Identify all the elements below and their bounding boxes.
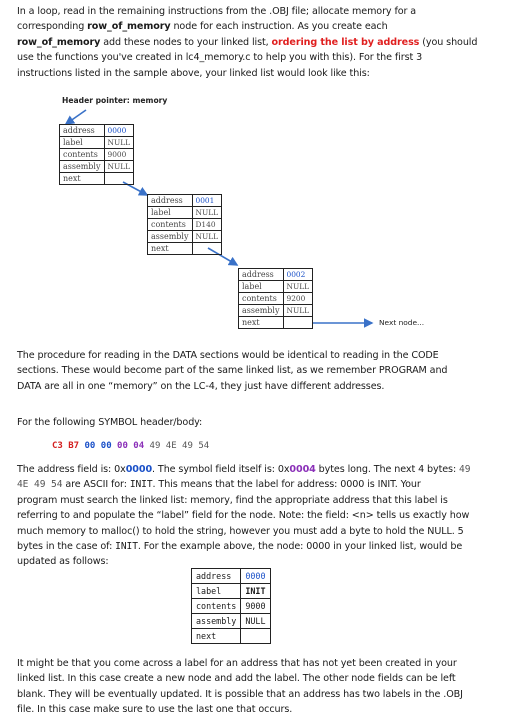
updated-node-0000: address 0000 label INIT contents 9000 assembly NULL next (191, 568, 271, 644)
data-line-1: The procedure for reading in the DATA sections would be identical to reading in the CODE (17, 350, 439, 361)
explain-line-3: program must search the linked list: memory, find the appropriate address that this label is (17, 494, 448, 506)
symbol-intro: For the following SYMBOL header/body: (17, 417, 203, 428)
data-line-2: sections. These would become part of the same linked list, as we remember PROGRAM and (17, 365, 448, 377)
explain-line-5: much memory to malloc() to hold the string, however you must add a byte to hold the NULL. 5 (17, 525, 464, 537)
explain-line-7: updated as follows: (17, 556, 109, 568)
next-node-label: Next node... (379, 318, 425, 327)
linked-list-node-2: address 0001 label NULL contents D140 assembly NULL next (147, 194, 222, 255)
intro-line-1: In a loop, read in the remaining instructions from the .OBJ file; allocate memory for a (17, 6, 417, 17)
header-pointer-label: Header pointer: memory (62, 96, 168, 105)
closing-line-1: It might be that you come across a label for an address that has not yet been created in your (17, 658, 457, 669)
symbol-bytes (52, 441, 209, 451)
linked-list-node-1: address 0000 label NULL contents 9000 assembly NULL next (59, 124, 134, 185)
header-pointer-arrow (66, 110, 86, 124)
intro-line-5: instructions listed in the sample above, your linked list would look like this: (17, 67, 370, 79)
intro-line-3: row_of_memory add these nodes to your linked list, ordering the list by address (you should (17, 36, 478, 48)
symbol-address-bytes: 00 00 (84, 441, 112, 451)
explanation-paragraph (17, 462, 522, 570)
closing-paragraph (17, 656, 522, 718)
closing-line-4: file. In this case make sure to use the last one that occurs. (17, 704, 293, 716)
explain-line-1: The address field is: 0x0000. The symbol field itself is: 0x0004 bytes long. The next 4 bytes: 49 (17, 464, 471, 475)
explain-line-6: bytes in the case of: INIT. For the example above, the node: 0000 in your linked list, would be (17, 541, 463, 553)
intro-line-2: corresponding row_of_memory node for each instruction. As you create each (17, 21, 388, 33)
closing-line-3: blank. They will be eventually updated. It is possible that an address has two labels in the .OBJ (17, 688, 463, 700)
data-section-paragraph (17, 348, 522, 394)
closing-line-2: linked list. In this case create a new node and add the label. The other node fields can be left (17, 673, 456, 685)
symbol-length-bytes: 00 04 (117, 441, 145, 451)
linked-list-node-3: address 0002 label NULL contents 9200 assembly NULL next (238, 268, 313, 329)
explain-line-4: referring to and populate the “label” field for the node. Note: the field: <n> tells us exactly how (17, 510, 470, 522)
intro-line-4: use the functions you've created in lc4_memory.c to help you with this). For the first 3 (17, 52, 423, 64)
symbol-string-bytes: 49 4E 49 54 (149, 441, 210, 451)
explain-line-2: 4E 49 54 are ASCII for: INIT. This means that the label for address: 0000 is INIT. Your (17, 479, 421, 491)
data-line-3: DATA are all in one “memory” on the LC-4, they just have different addresses. (17, 380, 385, 392)
symbol-header-bytes: C3 B7 (52, 441, 80, 451)
